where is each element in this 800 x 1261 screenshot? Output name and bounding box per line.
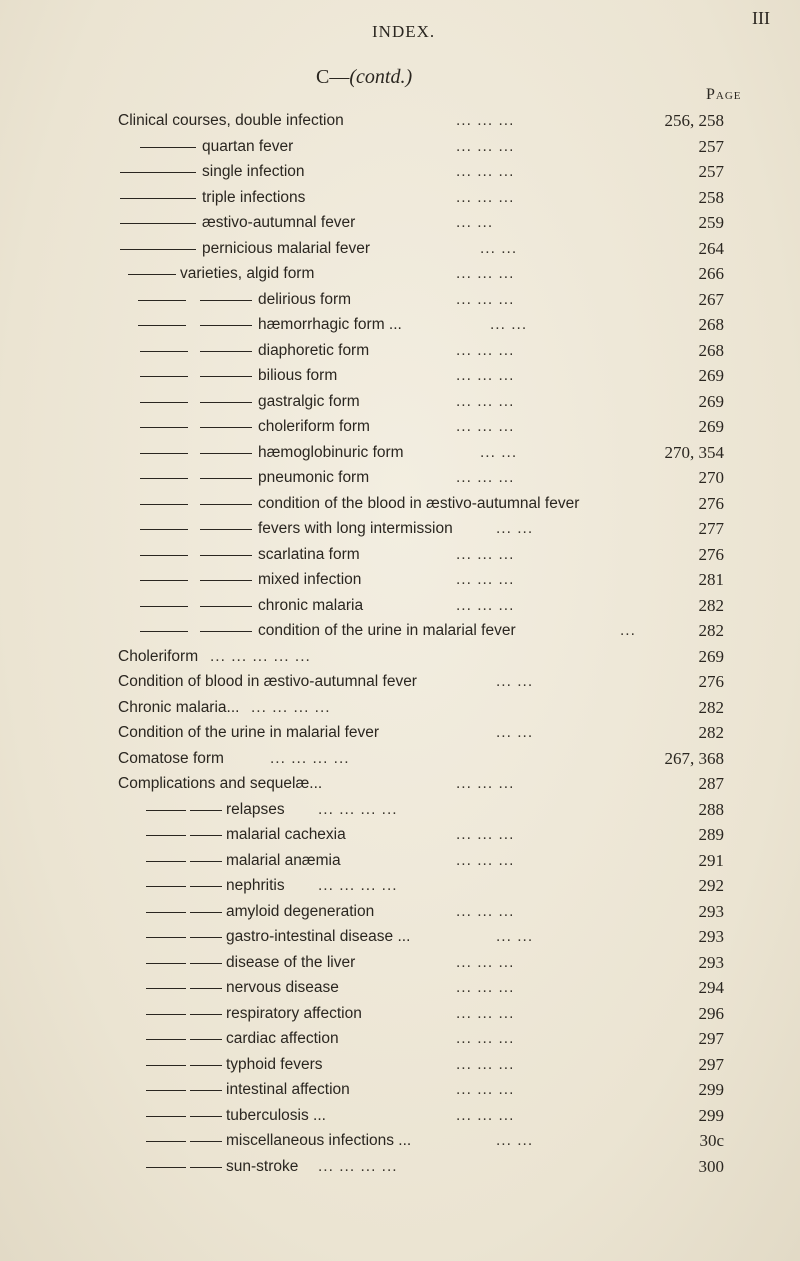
index-entry <box>0 593 800 619</box>
entry-text: Clinical courses, double infection <box>118 112 344 129</box>
leader-dots: ... ... <box>496 928 534 945</box>
entry-page-number: 258 <box>698 187 724 207</box>
ditto-rule <box>190 1039 222 1040</box>
section-contd: (contd.) <box>349 66 413 88</box>
index-entry <box>0 185 800 211</box>
entry-page-number: 269 <box>698 391 724 411</box>
entry-text: intestinal affection <box>226 1081 350 1098</box>
ditto-rule <box>190 963 222 964</box>
ditto-rule <box>146 1039 186 1040</box>
leader-dots: ... ... ... <box>456 775 515 792</box>
index-entry <box>0 1128 800 1154</box>
ditto-rule <box>190 1065 222 1066</box>
index-entry <box>0 363 800 389</box>
entry-page-number: 256, 258 <box>664 111 724 130</box>
ditto-rule <box>146 810 186 811</box>
section-letter: C— <box>316 66 350 88</box>
ditto-rule <box>200 325 252 326</box>
ditto-rule <box>190 937 222 938</box>
running-title: INDEX. <box>372 22 436 41</box>
index-entry <box>0 873 800 899</box>
entry-text: delirious form <box>258 290 352 308</box>
ditto-rule <box>200 478 252 479</box>
ditto-rule <box>190 1116 222 1117</box>
entry-page-number: 293 <box>698 901 724 921</box>
leader-dots: ... ... ... <box>456 1106 515 1124</box>
leader-dots: ... ... ... <box>456 290 515 308</box>
index-entry <box>0 236 800 262</box>
ditto-rule <box>140 351 188 352</box>
entry-page-number: 300 <box>698 1156 724 1176</box>
ditto-rule <box>200 376 252 377</box>
entry-page-number: 293 <box>698 927 724 946</box>
leader-dots: ... ... ... <box>456 137 515 155</box>
ditto-rule <box>200 529 252 530</box>
ditto-rule <box>200 300 252 301</box>
entry-text: Choleriform <box>118 647 199 665</box>
entry-text: condition of the urine in malarial fever <box>258 622 516 639</box>
leader-dots: ... ... ... <box>456 367 515 384</box>
entry-page-number: 264 <box>698 238 724 258</box>
index-entry <box>0 924 800 950</box>
entry-page-number: 30c <box>699 1131 724 1150</box>
entry-text: scarlatina form <box>258 545 360 563</box>
entry-text: tuberculosis ... <box>226 1106 326 1124</box>
entry-page-number: 276 <box>698 544 724 564</box>
ditto-rule <box>146 1141 186 1142</box>
ditto-rule <box>140 504 188 505</box>
ditto-rule <box>146 861 186 862</box>
entry-page-number: 268 <box>698 340 724 360</box>
index-entry <box>0 210 800 236</box>
entry-text: gastralgic form <box>258 392 360 410</box>
leader-dots: ... ... ... <box>456 1004 515 1022</box>
index-entry <box>0 950 800 976</box>
ditto-rule <box>190 1141 222 1142</box>
leader-dots: ... ... ... <box>456 265 515 282</box>
ditto-rule <box>200 504 252 505</box>
entry-text: triple infections <box>202 188 306 206</box>
leader-dots: ... ... ... <box>456 392 515 410</box>
ditto-rule <box>120 249 196 250</box>
entry-page-number: 277 <box>698 519 724 538</box>
ditto-rule <box>120 223 196 224</box>
leader-dots: ... ... ... <box>456 571 515 588</box>
ditto-rule <box>128 274 176 275</box>
entry-page-number: 266 <box>698 264 724 283</box>
leader-dots: ... ... ... <box>456 469 515 486</box>
index-entry <box>0 567 800 593</box>
index-entry <box>0 1026 800 1052</box>
entry-text: Comatose form <box>118 749 224 767</box>
entry-text: malarial cachexia <box>226 826 346 843</box>
entry-text: miscellaneous infections ... <box>226 1132 412 1149</box>
ditto-rule <box>200 555 252 556</box>
index-entry <box>0 1077 800 1103</box>
leader-dots: ... ... ... <box>456 341 515 359</box>
entry-text: relapses <box>226 800 285 818</box>
leader-dots: ... ... ... <box>456 1081 515 1098</box>
leader-dots: ... ... ... <box>456 596 515 614</box>
index-entry <box>0 720 800 746</box>
index-entry <box>0 134 800 160</box>
ditto-rule <box>190 1167 222 1168</box>
entry-text: choleriform form <box>258 418 370 435</box>
entry-page-number: 297 <box>698 1054 724 1074</box>
ditto-rule <box>190 861 222 862</box>
entry-page-number: 294 <box>698 978 724 997</box>
index-entry <box>0 975 800 1001</box>
leader-dots: ... ... <box>480 443 518 461</box>
entry-text: malarial anæmia <box>226 851 341 869</box>
leader-dots: ... ... ... ... <box>318 1157 398 1175</box>
leader-dots: ... ... ... <box>456 953 515 971</box>
index-entry <box>0 491 800 517</box>
index-entry <box>0 746 800 772</box>
entry-page-number: 282 <box>698 723 724 742</box>
entry-page-number: 267 <box>698 289 724 309</box>
entry-text: disease of the liver <box>226 953 356 971</box>
entry-text: varieties, algid form <box>180 265 315 282</box>
leader-dots: ... <box>620 622 636 639</box>
entry-text: single infection <box>202 163 305 180</box>
index-entry-list <box>0 108 800 1179</box>
leader-dots: ... ... ... ... <box>270 749 350 767</box>
index-entry <box>0 669 800 695</box>
index-entry <box>0 899 800 925</box>
leader-dots: ... ... ... <box>456 979 515 996</box>
index-entry <box>0 261 800 287</box>
ditto-rule <box>190 835 222 836</box>
leader-dots: ... ... ... ... <box>318 877 398 894</box>
index-entry <box>0 1154 800 1180</box>
index-entry <box>0 695 800 721</box>
page-column-label: Page <box>706 86 742 103</box>
entry-text: pneumonic form <box>258 469 370 486</box>
entry-text: Complications and sequelæ... <box>118 775 323 792</box>
ditto-rule <box>200 453 252 454</box>
leader-dots: ... ... ... <box>456 902 515 920</box>
index-entry <box>0 848 800 874</box>
entry-text: æstivo-autumnal fever <box>202 214 356 231</box>
leader-dots: ... ... ... ... ... <box>210 647 311 665</box>
ditto-rule <box>200 351 252 352</box>
ditto-rule <box>200 580 252 581</box>
leader-dots: ... ... ... <box>456 188 515 206</box>
leader-dots: ... ... <box>496 1132 534 1149</box>
entry-page-number: 287 <box>698 774 724 793</box>
ditto-rule <box>120 198 196 199</box>
index-entry <box>0 440 800 466</box>
entry-page-number: 293 <box>698 952 724 972</box>
index-entry <box>0 108 800 134</box>
index-entry <box>0 414 800 440</box>
ditto-rule <box>200 606 252 607</box>
ditto-rule <box>140 147 196 148</box>
entry-page-number: 296 <box>698 1003 724 1023</box>
leader-dots: ... ... ... <box>456 418 515 435</box>
ditto-rule <box>140 606 188 607</box>
ditto-rule <box>190 988 222 989</box>
entry-page-number: 269 <box>698 366 724 385</box>
ditto-rule <box>120 172 196 173</box>
index-entry <box>0 797 800 823</box>
entry-page-number: 268 <box>698 315 724 334</box>
leader-dots: ... ... ... ... <box>318 800 398 818</box>
leader-dots: ... ... <box>490 316 528 333</box>
entry-text: condition of the blood in æstivo-autumnal fever <box>258 494 580 512</box>
entry-page-number: 257 <box>698 136 724 156</box>
entry-page-number: 270 <box>698 468 724 487</box>
entry-text: diaphoretic form <box>258 341 370 359</box>
entry-page-number: 267, 368 <box>664 748 724 768</box>
ditto-rule <box>146 1167 186 1168</box>
page-number: III <box>752 8 770 28</box>
entry-page-number: 299 <box>698 1105 724 1125</box>
ditto-rule <box>200 427 252 428</box>
ditto-rule <box>138 325 186 326</box>
index-entry <box>0 644 800 670</box>
index-entry <box>0 389 800 415</box>
entry-text: respiratory affection <box>226 1004 362 1022</box>
entry-page-number: 282 <box>698 697 724 717</box>
index-entry <box>0 1052 800 1078</box>
index-entry <box>0 516 800 542</box>
entry-text: Chronic malaria... <box>118 698 240 716</box>
index-entry <box>0 771 800 797</box>
ditto-rule <box>140 427 188 428</box>
entry-text: nephritis <box>226 877 285 894</box>
ditto-rule <box>146 1090 186 1091</box>
index-entry <box>0 822 800 848</box>
entry-text: gastro-intestinal disease ... <box>226 928 411 945</box>
ditto-rule <box>190 1014 222 1015</box>
leader-dots: ... ... ... <box>456 1055 515 1073</box>
ditto-rule <box>140 580 188 581</box>
entry-page-number: 297 <box>698 1029 724 1048</box>
ditto-rule <box>146 1116 186 1117</box>
index-entry <box>0 159 800 185</box>
index-entry <box>0 542 800 568</box>
leader-dots: ... ... <box>496 520 534 537</box>
entry-text: Condition of blood in æstivo-autumnal fever <box>118 673 417 690</box>
leader-dots: ... ... ... <box>456 163 515 180</box>
entry-page-number: 289 <box>698 825 724 844</box>
leader-dots: ... ... ... <box>456 1030 515 1047</box>
section-heading <box>316 66 412 89</box>
ditto-rule <box>146 988 186 989</box>
ditto-rule <box>190 886 222 887</box>
entry-text: Condition of the urine in malarial fever <box>118 724 380 741</box>
entry-text: typhoid fevers <box>226 1055 323 1073</box>
leader-dots: ... ... <box>496 724 534 741</box>
entry-text: quartan fever <box>202 137 294 155</box>
entry-page-number: 269 <box>698 417 724 436</box>
entry-page-number: 257 <box>698 162 724 181</box>
ditto-rule <box>190 1090 222 1091</box>
leader-dots: ... ... <box>480 239 518 257</box>
ditto-rule <box>190 810 222 811</box>
leader-dots: ... ... ... <box>456 826 515 843</box>
entry-text: hæmorrhagic form ... <box>258 316 402 333</box>
ditto-rule <box>140 376 188 377</box>
ditto-rule <box>140 402 188 403</box>
ditto-rule <box>146 886 186 887</box>
ditto-rule <box>190 912 222 913</box>
ditto-rule <box>146 835 186 836</box>
index-entry <box>0 312 800 338</box>
leader-dots: ... ... ... <box>456 112 515 129</box>
ditto-rule <box>140 529 188 530</box>
ditto-rule <box>146 1065 186 1066</box>
ditto-rule <box>146 963 186 964</box>
entry-page-number: 288 <box>698 799 724 819</box>
index-entry <box>0 465 800 491</box>
entry-page-number: 291 <box>698 850 724 870</box>
ditto-rule <box>146 912 186 913</box>
index-entry <box>0 287 800 313</box>
entry-text: pernicious malarial fever <box>202 239 370 257</box>
ditto-rule <box>140 453 188 454</box>
ditto-rule <box>146 1014 186 1015</box>
entry-text: amyloid degeneration <box>226 902 375 920</box>
ditto-rule <box>140 478 188 479</box>
index-entry <box>0 1103 800 1129</box>
entry-text: sun-stroke <box>226 1157 299 1175</box>
entry-page-number: 299 <box>698 1080 724 1099</box>
entry-page-number: 276 <box>698 493 724 513</box>
index-entry <box>0 338 800 364</box>
ditto-rule <box>140 555 188 556</box>
leader-dots: ... ... ... <box>456 851 515 869</box>
entry-text: cardiac affection <box>226 1030 339 1047</box>
ditto-rule <box>140 631 188 632</box>
ditto-rule <box>146 937 186 938</box>
entry-page-number: 281 <box>698 570 724 589</box>
entry-text: hæmoglobinuric form <box>258 443 404 461</box>
entry-text: nervous disease <box>226 979 339 996</box>
ditto-rule <box>138 300 186 301</box>
entry-page-number: 269 <box>698 646 724 666</box>
entry-page-number: 282 <box>698 595 724 615</box>
leader-dots: ... ... <box>496 673 534 690</box>
entry-page-number: 276 <box>698 672 724 691</box>
entry-page-number: 282 <box>698 621 724 640</box>
entry-page-number: 292 <box>698 876 724 895</box>
ditto-rule <box>200 402 252 403</box>
leader-dots: ... ... ... <box>456 545 515 563</box>
ditto-rule <box>200 631 252 632</box>
entry-text: bilious form <box>258 367 338 384</box>
entry-page-number: 270, 354 <box>664 442 724 462</box>
index-entry <box>0 618 800 644</box>
index-entry <box>0 1001 800 1027</box>
entry-text: fevers with long intermission <box>258 520 453 537</box>
leader-dots: ... ... ... ... <box>251 698 331 716</box>
leader-dots: ... ... <box>456 214 494 231</box>
entry-text: mixed infection <box>258 571 362 588</box>
entry-page-number: 259 <box>698 213 724 232</box>
entry-text: chronic malaria <box>258 596 364 614</box>
